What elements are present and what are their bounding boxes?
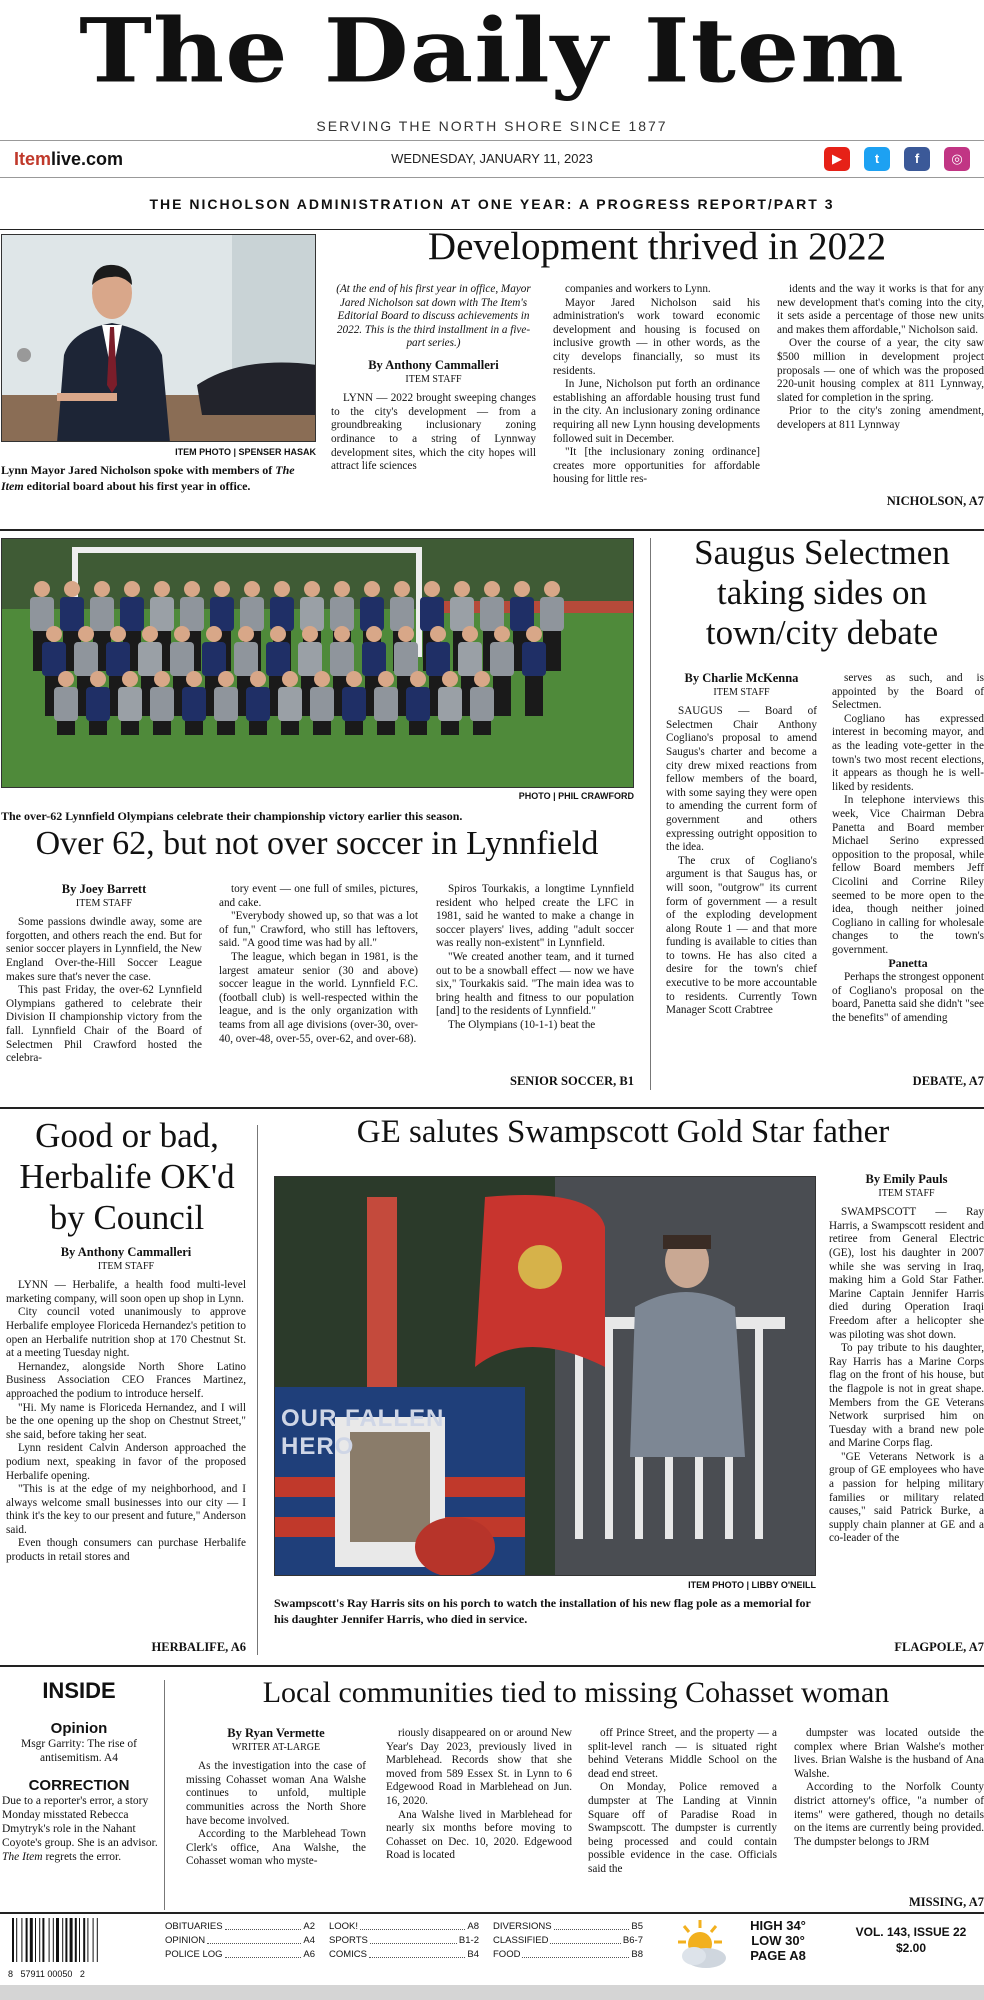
barcode-bar [42,1918,44,1962]
caption-text: Lynn Mayor Jared Nicholson spoke with members of [1,463,276,477]
website-suffix: live.com [51,149,124,169]
divider [0,1107,984,1109]
leader-dots [369,1948,465,1958]
lead-col-2 [553,283,760,508]
paragraph: Cogliano has expressed interest in becoming mayor, and as the leading vote-getter in the town's two most recent elections, it appears as though he is well-liked by residents. [832,712,984,793]
paragraph: Lynn resident Calvin Anderson approached the podium next, speaking in favor of the proposed Herbalife opening. [6,1442,246,1482]
index-entry[interactable] [493,1934,643,1948]
lead-role: ITEM STAFF [405,373,462,385]
index-page: B1-2 [458,1935,479,1946]
paragraph: "It [the inclusionary zoning ordinance] creates more opportunities for affordable housing for little res- [553,446,760,486]
barcode-bar [49,1918,50,1962]
paragraph: idents and the way it works is that for any new development that's coming into the city, it sets aside a percentage of those new units and makes them affordable," Nicholson said. [777,283,984,336]
index-entry[interactable] [165,1934,315,1948]
soccer-col-1 [6,883,202,1088]
lead-headline: Development thrived in 2022 [427,225,887,268]
soccer-photo-caption: The over-62 Lynnfield Olympians celebrate their championship victory earlier this season. [1,809,463,823]
cohasset-byline: By Ryan Vermette [227,1727,325,1740]
barcode-bar [97,1918,98,1962]
paragraph: "This is at the edge of my neighborhood, and I always welcome small businesses into our city — I think it's the key to our present and future," Anderson said. [6,1483,246,1536]
cohasset-col-1 [186,1727,366,1907]
index-page: B8 [631,1949,643,1960]
index-label: COMICS [329,1949,367,1960]
soccer-jump-link[interactable]: SENIOR SOCCER, B1 [510,1074,634,1088]
paragraph: Prior to the city's zoning amendment, developers at 811 Lynnway [777,405,984,431]
paragraph: LYNN — Herbalife, a health food multi-level marketing company, will soon open up shop in Lynn. [6,1279,246,1305]
saugus-role: ITEM STAFF [713,686,770,698]
facebook-icon[interactable]: f [904,147,930,171]
ge-body [829,1173,984,1628]
leader-dots [207,1934,301,1944]
index-page: B4 [467,1949,479,1960]
column-rule [257,1125,258,1655]
ge-photo-caption: Swampscott's Ray Harris sits on his porch to watch the installation of his new flag pole as a memorial for his daughter Jennifer Harris, who died in service. [274,1596,811,1626]
paragraph: On Monday, Police removed a dumpster at The Landing at Vinnin Square off of Paradise Road in Swampscott. The dumpster is currently being processed and could contain possible evidence in the case. Officials said the [588,1781,777,1875]
weather-low: LOW 30° [751,1933,805,1948]
paragraph: According to the Marblehead Town Clerk's office, Ana Walshe, the Cohasset woman who myste- [186,1828,366,1868]
index-label: LOOK! [329,1921,359,1932]
price: $2.00 [895,1941,927,1955]
soccer-photo-credit: PHOTO | PHIL CRAWFORD [518,791,634,801]
paragraph: According to the Norfolk County district attorney's office, "a number of items" were gathered, though no details on the items are currently being provided. The dumpster belongs to JRM [794,1781,984,1848]
ge-jump-link[interactable]: FLAGPOLE, A7 [894,1640,984,1654]
nicholson-photo [1,234,316,442]
saugus-jump-link[interactable]: DEBATE, A7 [912,1074,984,1088]
issue-box [838,1924,984,1956]
bottom-strip [0,1985,984,2000]
index-label: OBITUARIES [165,1921,223,1932]
index-entry[interactable] [165,1948,315,1962]
leader-dots [360,1920,465,1930]
paragraph: Over the course of a year, the city saw $500 million in development project proposals — one of which was the proposed 220-unit housing complex at 811 Lynnway, slated for completion in the spring. [777,337,984,404]
saugus-col-2 [832,672,984,1072]
index-label: OPINION [165,1935,206,1946]
paragraph: riously disappeared on or around New Year's Day 2023, previously lived in Marblehead. Records show that she moved from 589 Essex St. in Lynn to 6 Edgewood Road in Marblehead on Jun. 16, 2020. [386,1727,572,1807]
index-column [493,1920,643,1962]
cohasset-col-4 [794,1727,984,1889]
saugus-subhead: Panetta [888,956,928,971]
lead-col-1 [331,283,536,508]
paragraph: In June, Nicholson put forth an ordinance establishing an affordable housing trust fund in the city. An inclusionary zoning ordinance requiring all new Lynn housing developments followed suit in December. [553,378,760,445]
masthead-tagline: SERVING THE NORTH SHORE SINCE 1877 [316,118,668,134]
leader-dots [554,1920,630,1930]
index-entry[interactable] [329,1948,479,1962]
lead-photo-credit: ITEM PHOTO | SPENSER HASAK [175,447,316,457]
soccer-headline: Over 62, but not over soccer in Lynnfield [35,825,599,862]
paragraph: Some passions dwindle away, some are forgotten, and others reach the end. But for senior soccer players in Lynnfield, the New England Over-the-Hill Soccer League makes sure that's never the case. [6,916,202,983]
index-entry[interactable] [329,1920,479,1934]
weather-page[interactable]: PAGE A8 [750,1948,806,1963]
paragraph: The crux of Cogliano's argument is that Saugus has, or will soon, "outgrow" its current form of government — a result of the exploding development along Route 1 — and that more funding is available to cities than to towns. He has also cited a desire for the town's chief executive to be more accountable to residents. Currently Town Manager Scott Crabtree [666,854,817,1017]
index-entry[interactable] [493,1920,643,1934]
fallen-hero-sign: OUR FALLEN HERO [281,1405,445,1460]
paragraph: In telephone interviews this week, Vice Chairman Debra Panetta and Board member Michael Serino expressed opposition to the proposal, while fellow Board members Jeff Cicolini and Corrine Riley seemed to be more open to the idea, though neither joined Cogliano in calling for wholesale changes to the town's government. [832,794,984,956]
barcode-bar [21,1918,22,1962]
ge-photo-credit: ITEM PHOTO | LIBBY O'NEILL [688,1580,816,1590]
instagram-icon[interactable]: ◎ [944,147,970,171]
saugus-col-1 [666,672,817,1087]
barcode-bar [62,1918,63,1962]
barcode-number: 8 57911 00050 2 [8,1969,85,1979]
paragraph: City council voted unanimously to approve Herbalife employee Floriceda Hernandez's petition to open an Herbalife nutrition shop at 170 Chestnut St. at a meeting Tuesday night. [6,1306,246,1360]
paragraph: The league, which began in 1981, is the largest amateur senior (30 and above) soccer league in the world. Lynnfield F.C. (football club) is well-respected within the league, and is the only organization with teams from all age divisions (over-30, over-40, over-48, over-55, over-62, and over-68). [219,950,418,1045]
barcode-bar [26,1918,28,1962]
twitter-icon[interactable]: t [864,147,890,171]
paragraph: "We created another team, and it turned out to be a snowball effect — now we have six," Tourkakis said. "The main idea was to bring health and fitness to our population [and] to the residents of Lynnfield." [436,950,634,1018]
barcode-bar [87,1918,88,1962]
barcode [8,1918,138,1978]
paragraph: off Prince Street, and the property — a split-level ranch — is situated right behind Veterans Middle School on the dead end street. [588,1727,777,1780]
leader-dots [225,1920,302,1930]
partly-cloudy-icon [672,1916,732,1972]
index-page: A4 [303,1935,315,1946]
paragraph: "GE Veterans Network is a group of GE employees who have a passion for helping military families or military related causes," said Patrick Burke, a supply chain planner at GE and a co-leader of the [829,1450,984,1545]
index-entry[interactable] [493,1948,643,1962]
paragraph: tory event — one full of smiles, pictures, and cake. [219,883,418,909]
paragraph: dumpster was located outside the complex where Brian Walshe's mother lives. Brian Walshe is the husband of Ana Walshe. [794,1727,984,1780]
lead-photo-caption [1,462,316,494]
top-bar [0,140,984,178]
ge-byline: By Emily Pauls [865,1173,948,1186]
caption-paper-name: The Item [1,463,295,493]
index-column [329,1920,479,1962]
gold-star-father-photo [274,1176,816,1576]
paragraph: Spiros Tourkakis, a longtime Lynnfield resident who helped create the LFC in 1981, said he wanted to make a change in soccer players' lives, adding "adult soccer was really non-existent" in Lynnfield. [436,883,634,950]
index-column [165,1920,315,1962]
soccer-col-3 [436,883,634,1068]
column-rule [164,1680,165,1910]
lead-intro: (At the end of his first year in office, Mayor Jared Nicholson sat down with The Item's Editorial Board to discuss achievements in 2022. This is the third installment in a five-part series.) [336,283,531,350]
barcode-bar [12,1918,14,1962]
herbalife-headline: Good or bad, Herbalife OK'd by Council [19,1116,235,1237]
divider [0,1912,984,1914]
index-entry[interactable] [329,1934,479,1948]
barcode-bar [53,1918,54,1962]
opinion-label[interactable]: Opinion [50,1720,108,1737]
correction-paper-name: The Item [2,1851,43,1863]
paragraph: companies and workers to Lynn. [565,283,711,295]
cohasset-col-3 [588,1727,777,1907]
inside-title: INSIDE [42,1678,116,1703]
herbalife-body [6,1246,246,1631]
paragraph: Mayor Jared Nicholson said his administration's work toward economic development and housing is focused on inclusive growth — in other words, as the city develops financially, so must its residents. [553,296,760,377]
correction-tail: regrets the error. [42,1851,122,1863]
index-label: DIVERSIONS [493,1921,552,1932]
lead-byline: By Anthony Cammalleri [368,357,499,372]
series-kicker: THE NICHOLSON ADMINISTRATION AT ONE YEAR: A PROGRESS REPORT/PART 3 [149,196,835,212]
saugus-headline: Saugus Selectmen taking sides on town/city debate [694,533,950,652]
cohasset-role: WRITER AT-LARGE [231,1741,321,1753]
index-label: POLICE LOG [165,1949,223,1960]
leader-dots [370,1934,457,1944]
paragraph: To pay tribute to his daughter, Ray Harris has a Marine Corps flag on the front of his house, but the flagpole is not in great shape. Members from the GE Veterans Network surprised him on Tuesday with a brand new pole and Marine Corps flag. [829,1342,984,1450]
soccer-role: ITEM STAFF [75,897,133,909]
barcode-bar [39,1918,40,1962]
index-page: A6 [303,1949,315,1960]
index-page: B5 [631,1921,643,1932]
cohasset-headline: Local communities tied to missing Cohasset woman [262,1676,890,1709]
herbalife-jump-link[interactable]: HERBALIFE, A6 [151,1640,246,1654]
saugus-byline: By Charlie McKenna [684,672,799,685]
soccer-byline: By Joey Barrett [61,883,147,896]
cohasset-jump-link[interactable]: MISSING, A7 [908,1895,984,1909]
lead-jump-link[interactable]: NICHOLSON, A7 [886,494,984,508]
cohasset-col-2 [386,1727,572,1907]
paragraph: SWAMPSCOTT — Ray Harris, a Swampscott resident and retiree from General Electric (GE), lost his daughter in 2007 while she was serving in Iraq, making him a Gold Star Father. Marine Captain Jennifer Harris died during Operation Iraqi Freedom after a helicopter she was piloting was shot down. [829,1206,984,1341]
paragraph: As the investigation into the case of missing Cohasset woman Ana Walshe continues to unfold, multiple communities across the North Shore have become involved. [186,1760,366,1827]
leader-dots [225,1948,302,1958]
correction-label: CORRECTION [28,1777,130,1794]
website-prefix: Item [14,149,52,169]
weather-box [738,1918,818,1963]
dateline: WEDNESDAY, JANUARY 11, 2023 [391,151,593,166]
barcode-bar [56,1918,59,1962]
index-page: A2 [303,1921,315,1932]
soccer-team-photo [1,538,634,788]
barcode-bar [83,1918,85,1962]
youtube-icon[interactable]: ▶ [824,147,850,171]
barcode-bar [16,1918,17,1962]
correction-text [0,1794,158,1864]
barcode-bar [65,1918,67,1962]
soccer-col-2 [219,883,418,1088]
correction-body: Due to a reporter's error, a story Monday misstated Rebecca Dmytryk's role in the Nahant Coyote's group. She is an advisor. [2,1795,158,1849]
ge-role: ITEM STAFF [878,1187,935,1199]
inside-box [0,1672,158,1912]
paragraph: Ana Walshe lived in Marblehead for nearly six months before moving to Cohasset on Dec. 10, 2020. Edgewood Road is located [386,1808,572,1862]
index-entry[interactable] [165,1920,315,1934]
index-label: SPORTS [329,1935,368,1946]
barcode-bar [35,1918,36,1962]
barcode-bar [93,1918,94,1962]
caption-text-end: editorial board about his first year in office. [23,479,251,493]
paragraph: Even though consumers can purchase Herbalife products in retail stores and [6,1537,246,1564]
herbalife-role: ITEM STAFF [97,1260,155,1272]
divider [0,1665,984,1667]
opinion-teaser[interactable]: Msgr Garrity: The rise of antisemitism. A4 [20,1738,138,1764]
barcode-bar [30,1918,33,1962]
paragraph: serves as such, and is appointed by the Board of Selectmen. [832,672,984,712]
divider [0,529,984,531]
column-rule [650,538,651,1090]
paragraph: SAUGUS — Board of Selectmen Chair Anthony Cogliano's proposal to amend Saugus's charter and become a city drew mixed reactions from fellow members of the board, with some saying they were open to amending the current form of government and others expressing outright opposition to the idea. [666,705,817,854]
paragraph: "Hi. My name is Floriceda Hernandez, and I will be the one opening up the shop on Chestnut Street," she said, before taking her seat. [6,1401,246,1441]
volume-issue: VOL. 143, ISSUE 22 [855,1925,967,1939]
index-label: FOOD [493,1949,521,1960]
leader-dots [550,1934,620,1944]
paragraph: Hernandez, alongside North Shore Latino Business Association CEO Frances Martinez, approached the podium to introduce herself. [6,1360,246,1400]
barcode-bar [70,1918,73,1962]
index-page: A8 [467,1921,479,1932]
index-page: B6-7 [622,1935,643,1946]
herbalife-byline: By Anthony Cammalleri [60,1246,192,1259]
barcode-bar [75,1918,77,1962]
paragraph: Perhaps the strongest opponent of Cogliano's proposal on the board, Panetta said she didn't "see the benefits" of amending [832,971,984,1024]
lead-col-3 [777,283,984,488]
ge-headline: GE salutes Swampscott Gold Star father [356,1114,890,1150]
paragraph: This past Friday, the over-62 Lynnfield Olympians gathered to celebrate their Division II championship victory from the fall. Lynnfield Chair of the Board of Selectmen Phil Crawford hosted the celebra- [6,984,202,1065]
masthead-title: The Daily Item [79,0,905,104]
paragraph: LYNN — 2022 brought sweeping changes to the city's development — from a groundbreaking inclusionary zoning ordinance to a string of Lynnway development sites, which the city hopes will attract life sciences [331,392,536,473]
leader-dots [522,1948,629,1958]
weather-high: HIGH 34° [750,1918,806,1933]
barcode-bar [79,1918,80,1962]
paragraph: The Olympians (10-1-1) beat the [448,1018,596,1031]
paragraph: "Everybody showed up, so that was a lot of fun," Crawford, who still has leftovers, said. "A good time was had by all." [219,910,418,950]
index-label: CLASSIFIED [493,1935,549,1946]
